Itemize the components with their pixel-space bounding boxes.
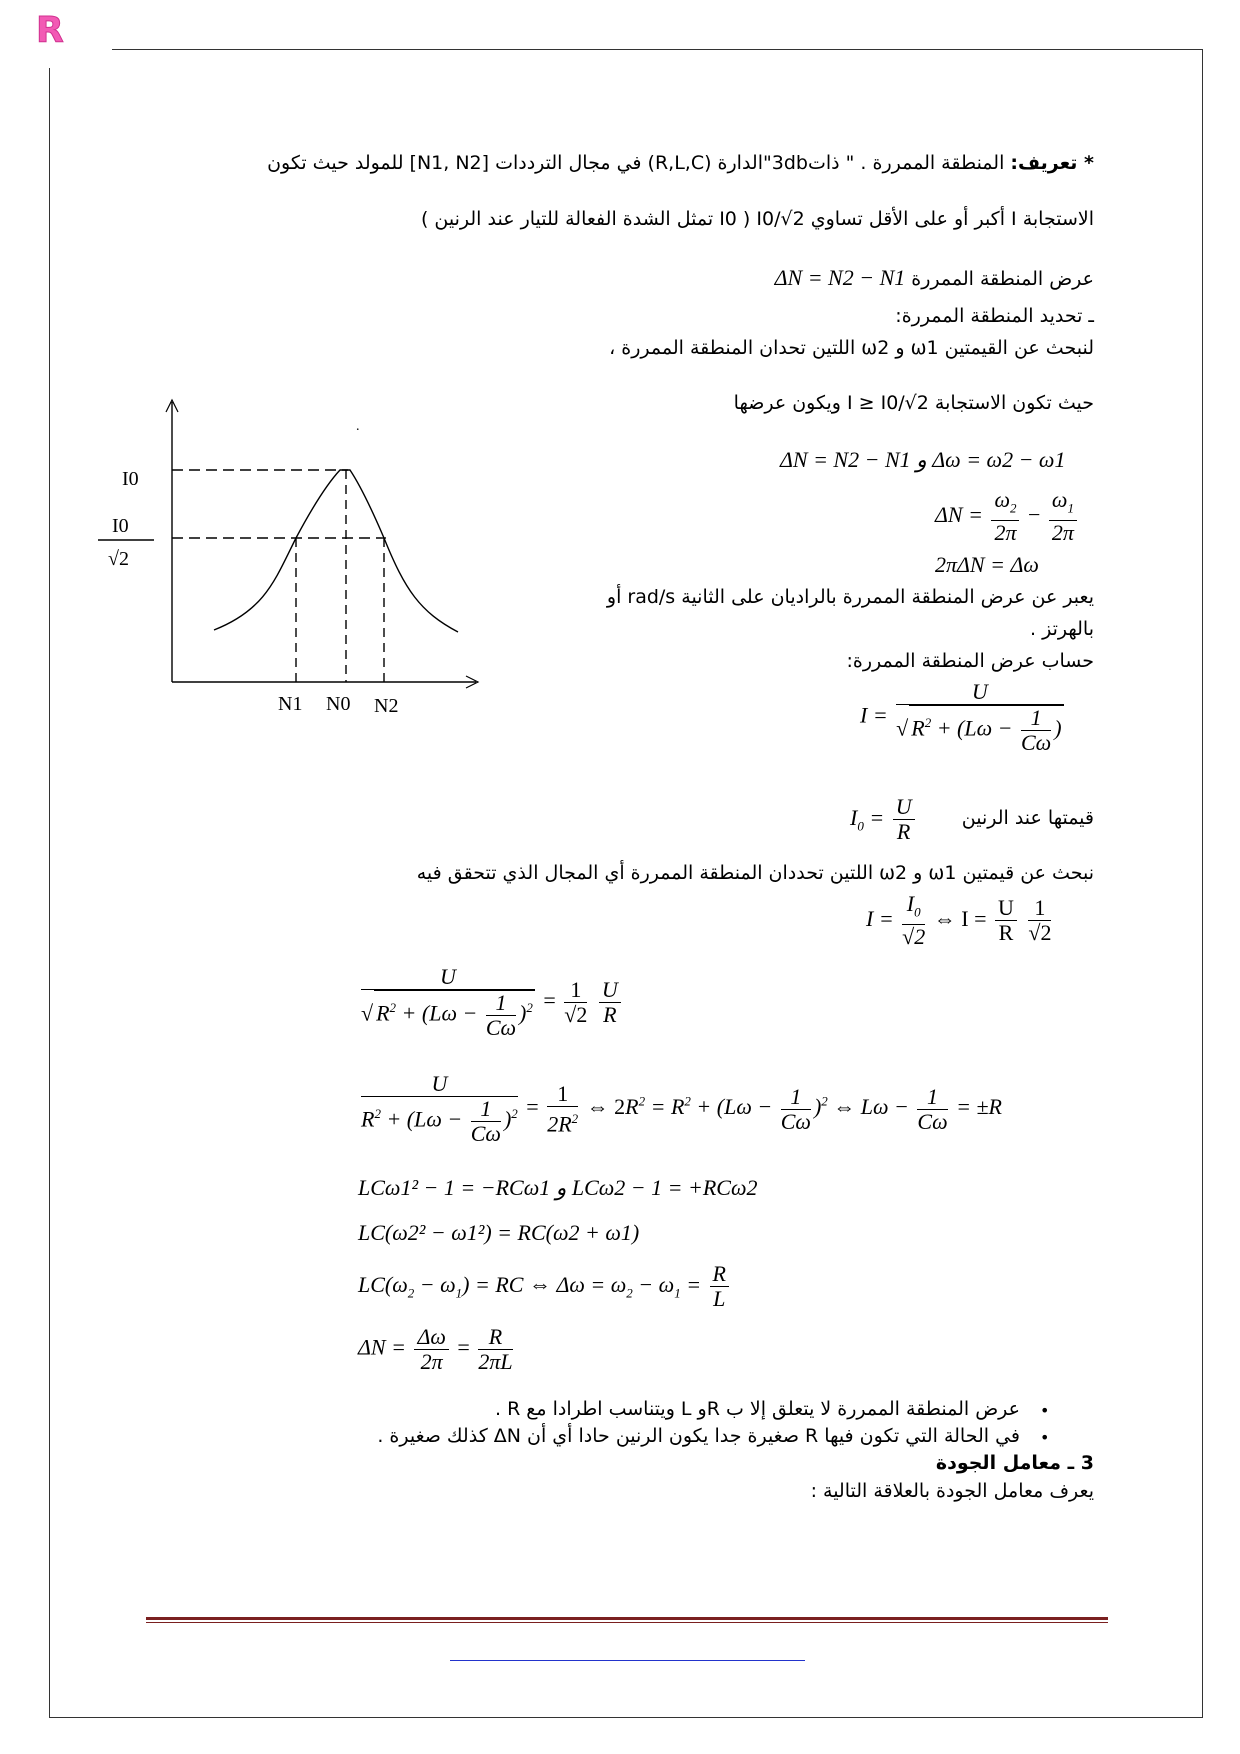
label-frac-num: I0	[112, 515, 129, 537]
frame-top-line	[112, 49, 1203, 50]
label-i0: I0	[122, 468, 139, 490]
resonance-row	[962, 805, 1094, 831]
eq-current: I = U √ $R^2 + (L\omega$ − $\frac{1}{C\omega}$ )	[860, 679, 1062, 755]
eq-condition: I = $\frac{I_0}{√2}$ ⇔ I = $\frac{U}{R}$ $\frac{1}{√2}$	[866, 891, 1052, 950]
definition-line-2: الاستجابة I أكبر أو على الأقل تساوي I0/√2 ( I0 تمثل الشدة الفعالة للتيار عند الرنين )	[420, 208, 1094, 230]
width-formula: ΔN = N2 − N1	[774, 265, 906, 290]
bullet-dot-2: •	[1040, 1428, 1050, 1447]
width-definition	[775, 265, 1094, 292]
eq-step-4: LC(ω2² − ω1²) = RC(ω2 + ω1)	[358, 1220, 640, 1245]
label-frac-den: √2	[108, 548, 129, 570]
definition-text-1: المنطقة الممررة . " ذات3db"الدارة (R,L,C) في مجال الترددات [N1, N2] للمولد حيث تكون	[267, 152, 1005, 174]
eq-step-5: $LC(\omega_2 - \omega_1)$ = RC ⇔ $\Delta\omega = \omega_2 - \omega_1$ = $\frac{R}{L}$	[358, 1262, 732, 1311]
determination-line-1: لنبحث عن القيمتين ω1 و ω2 اللتين تحدان المنطقة الممررة ،	[609, 337, 1094, 359]
determination-heading: ـ تحديد المنطقة الممررة:	[895, 305, 1094, 327]
label-n2: N2	[374, 695, 399, 717]
resonance-label: قيمتها عند الرنين	[961, 807, 1094, 829]
footer-link-underline	[450, 1660, 805, 1661]
eq-step-2: U $R^2 + (L\omega$ − $\frac{1}{C\omega}$ )$^2$ = $\frac{1}{2R^2}$ ⇔ $2R^2 = R^2 + (L\omega$ − $\frac{1}{C\omega}$ )$^2$ ⇔ Lω − $\frac{1}{C\omega}$ = ±R	[361, 1071, 1002, 1146]
search-line: نبحث عن قيمتين ω1 و ω2 اللتين تحددان المنطقة الممررة أي المجال الذي تتحقق فيه	[416, 862, 1094, 884]
frame-right-line	[1202, 49, 1203, 1718]
resonance-graph	[90, 390, 500, 730]
eq-step-6: ΔN = $\frac{\Delta\omega}{2\pi}$ = $\frac{R}{2\pi L}$	[358, 1324, 513, 1374]
definition-line-1	[267, 150, 1094, 176]
bullet-text-2: في الحالة التي تكون فيها R صغيرة جدا يكون الرنين حادا أي أن ΔN كذلك صغيرة .	[377, 1425, 1020, 1447]
relation-formula: ΔN = N2 − N1 و Δω = ω2 − ω1	[780, 447, 1066, 472]
express-line-2: بالهرتز .	[1030, 618, 1094, 640]
width-label: عرض المنطقة الممررة	[911, 268, 1094, 290]
eq-two-pi: 2πΔN = Δω	[935, 552, 1039, 577]
frame-left-line	[49, 68, 50, 1718]
eq-i0: $I_0$ = $\frac{U}{R}$	[850, 795, 918, 844]
label-n0: N0	[326, 693, 351, 715]
bullet-text-1: عرض المنطقة الممررة لا يتعلق إلا ب Rو L ويتناسب اطرادا مع R .	[494, 1398, 1020, 1420]
graph-stray-dot: .	[356, 419, 360, 434]
eq-step-3: LCω1² − 1 = −RCω1 و LCω2 − 1 = +RCω2	[358, 1175, 758, 1200]
quality-heading: 3 ـ معامل الجودة	[935, 1452, 1094, 1474]
eq-delta-n: ΔN = $\frac{\omega_2}{2\pi}$ − $\frac{\omega_1}{2\pi}$	[935, 488, 1080, 545]
resonance-curve	[214, 470, 458, 632]
express-line-1: يعبر عن عرض المنطقة الممررة بالراديان على الثانية rad/s أو	[606, 586, 1094, 608]
frame-bottom-line	[49, 1717, 1203, 1718]
label-n1: N1	[278, 693, 303, 715]
eq-step-1: U √ $R^2 + (L\omega$ − $\frac{1}{C\omega}$ )$^2$ = $\frac{1}{√2}$ $\frac{U}{R}$	[358, 965, 624, 1040]
determination-line-2: حيث تكون الاستجابة I ≥ I0/√2 ويكون عرضها	[733, 392, 1094, 414]
footer-rule-thin	[146, 1622, 1108, 1623]
footer-rule-thick	[146, 1617, 1108, 1620]
bullet-dot-1: •	[1040, 1401, 1050, 1420]
definition-lead: * تعريف:	[1010, 152, 1094, 174]
logo: R	[36, 10, 64, 51]
calculation-heading: حساب عرض المنطقة الممررة:	[846, 650, 1094, 672]
quality-intro: يعرف معامل الجودة بالعلاقة التالية :	[810, 1480, 1094, 1502]
